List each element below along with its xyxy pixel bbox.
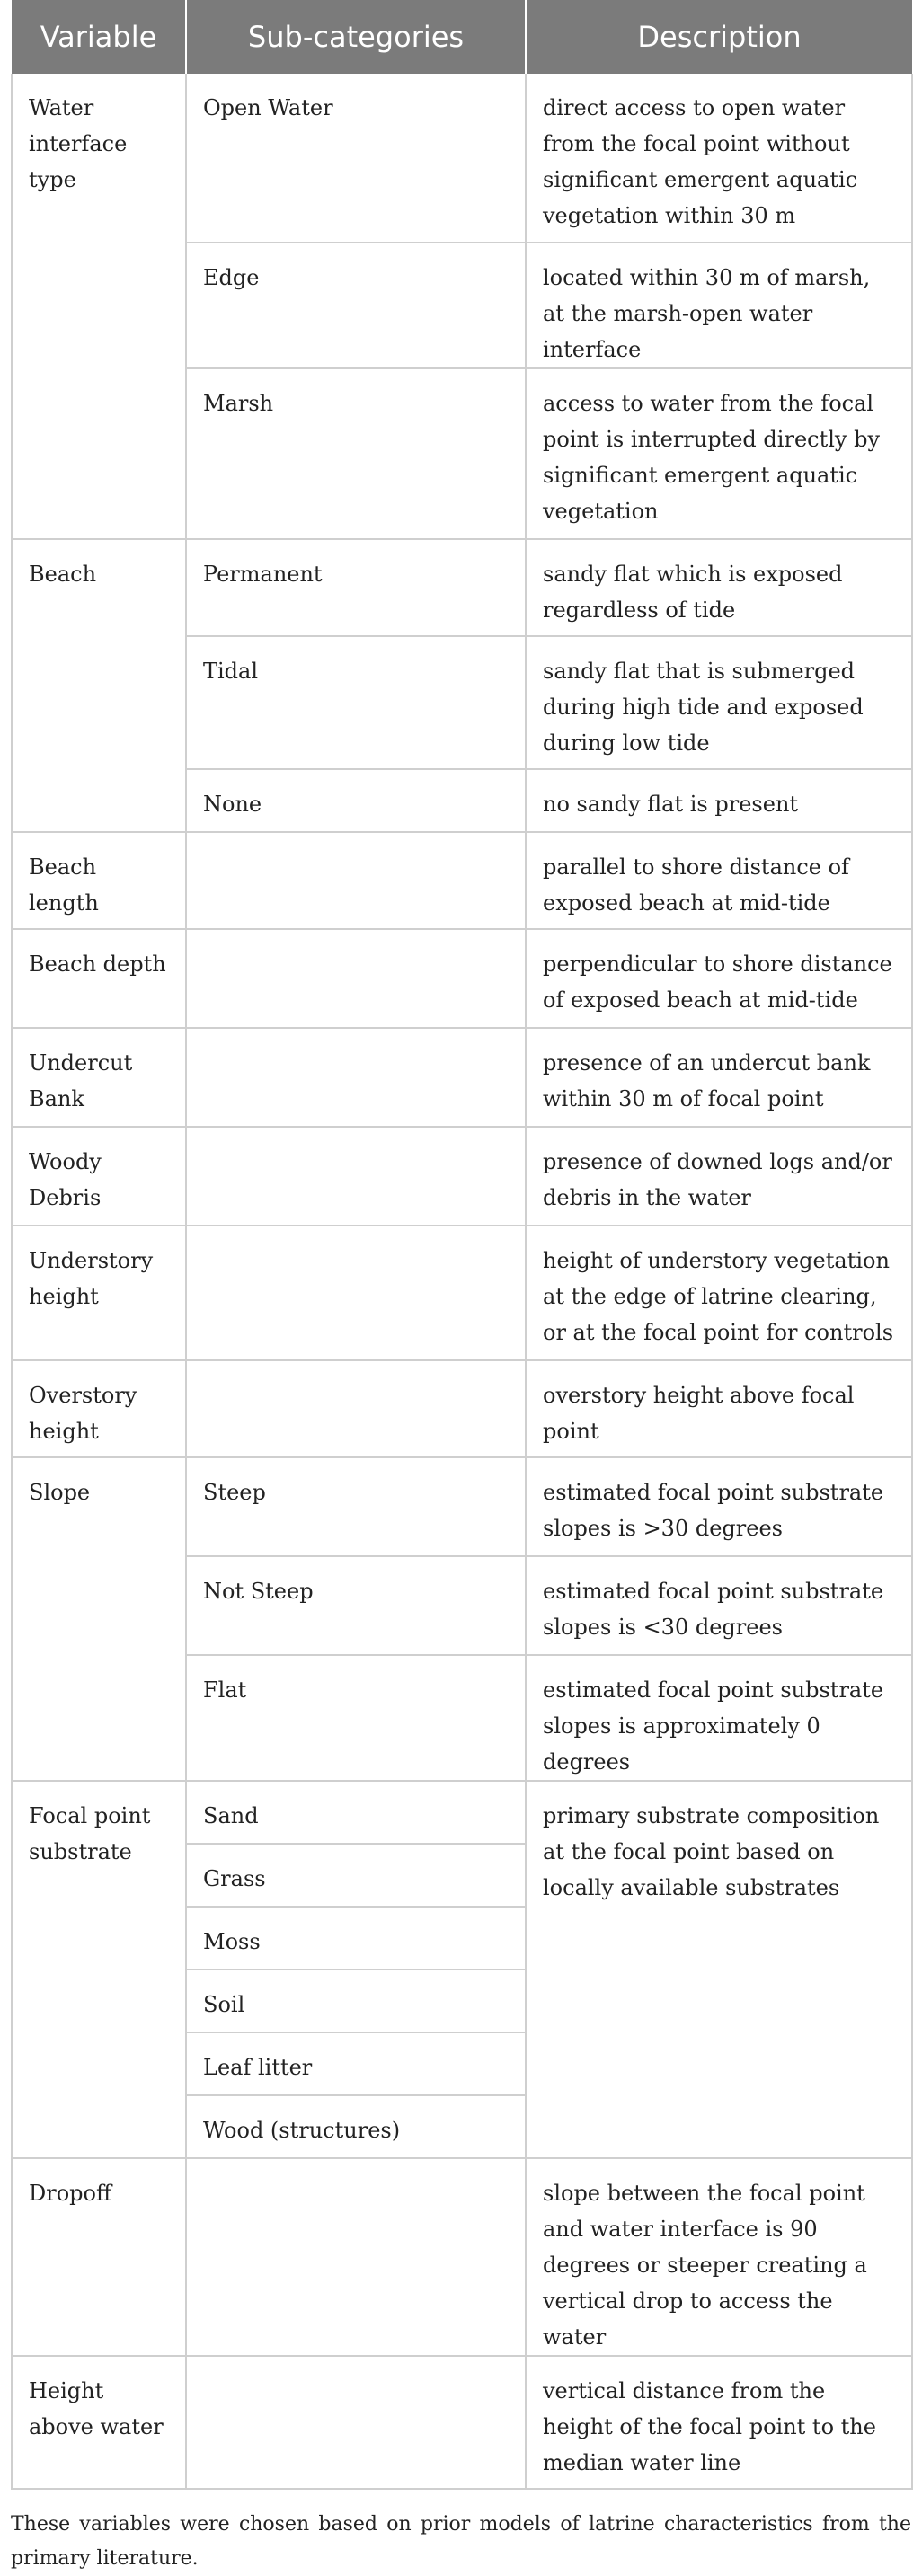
variable-cell: Woody Debris — [12, 1127, 186, 1226]
description-cell: presence of an undercut bank within 30 m of focal point — [526, 1028, 912, 1127]
table-row — [12, 539, 912, 636]
description-cell: estimated focal point substrate slopes is <30 degrees — [526, 1556, 912, 1655]
subcategory-cell — [186, 1226, 526, 1360]
description-cell: slope between the focal point and water interface is 90 degrees or steeper creating a vertical drop to access the water — [526, 2158, 912, 2356]
description-cell: sandy flat which is exposed regardless of tide — [526, 539, 912, 636]
subcategory-cell: Grass — [186, 1844, 526, 1907]
description-cell: located within 30 m of marsh, at the marsh-open water interface — [526, 243, 912, 368]
subcategory-cell: None — [186, 769, 526, 832]
subcategory-cell: Wood (structures) — [186, 2095, 526, 2158]
subcategory-cell: Moss — [186, 1907, 526, 1970]
subcategory-cell: Soil — [186, 1970, 526, 2032]
header-variable: Variable — [12, 0, 186, 74]
subcategory-cell: Sand — [186, 1781, 526, 1844]
subcategory-cell: Marsh — [186, 368, 526, 539]
subcategory-cell: Open Water — [186, 74, 526, 243]
subcategory-cell — [186, 1127, 526, 1226]
description-cell: height of understory vegetation at the edge of latrine clearing, or at the focal point for controls — [526, 1226, 912, 1360]
description-cell: vertical distance from the height of the focal point to the median water line — [526, 2356, 912, 2489]
table-row — [12, 1226, 912, 1360]
subcategory-cell — [186, 1360, 526, 1457]
description-cell: sandy flat that is submerged during high tide and exposed during low tide — [526, 636, 912, 769]
table-row — [12, 1028, 912, 1127]
variable-cell: Overstory height — [12, 1360, 186, 1457]
description-cell: access to water from the focal point is interrupted directly by significant emergent aquatic vegetation — [526, 368, 912, 539]
subcategory-cell: Not Steep — [186, 1556, 526, 1655]
description-cell: presence of downed logs and/or debris in the water — [526, 1127, 912, 1226]
table-header — [12, 0, 912, 74]
subcategory-cell: Tidal — [186, 636, 526, 769]
subcategory-cell: Edge — [186, 243, 526, 368]
description-cell: overstory height above focal point — [526, 1360, 912, 1457]
table-row — [12, 2356, 912, 2489]
description-cell: estimated focal point substrate slopes is approximately 0 degrees — [526, 1655, 912, 1781]
subcategory-cell — [186, 2158, 526, 2356]
description-cell: parallel to shore distance of exposed beach at mid-tide — [526, 832, 912, 929]
description-cell: no sandy flat is present — [526, 769, 912, 832]
variable-cell: Focal point substrate — [12, 1781, 186, 2158]
variable-cell: Beach — [12, 539, 186, 832]
header-description: Description — [526, 0, 912, 74]
description-cell: perpendicular to shore distance of exposed beach at mid-tide — [526, 929, 912, 1028]
variable-cell: Slope — [12, 1457, 186, 1781]
subcategory-cell: Leaf litter — [186, 2032, 526, 2095]
variable-cell: Undercut Bank — [12, 1028, 186, 1127]
table-row — [12, 929, 912, 1028]
header-sub-categories: Sub-categories — [186, 0, 526, 74]
variable-cell: Water interface type — [12, 74, 186, 539]
table-row — [12, 832, 912, 929]
table-row — [12, 74, 912, 243]
description-cell: direct access to open water from the focal point without significant emergent aquatic vegetation within 30 m — [526, 74, 912, 243]
subcategory-cell: Permanent — [186, 539, 526, 636]
table-row — [12, 1360, 912, 1457]
variable-cell: Dropoff — [12, 2158, 186, 2356]
subcategory-cell — [186, 832, 526, 929]
variable-cell: Beach length — [12, 832, 186, 929]
table-row — [12, 1127, 912, 1226]
subcategory-cell — [186, 2356, 526, 2489]
description-cell: primary substrate composition at the focal point based on locally available substrates — [526, 1781, 912, 2158]
subcategory-cell: Steep — [186, 1457, 526, 1556]
table-footnote: These variables were chosen based on prior models of latrine characteristics from the primary literature. — [11, 2513, 911, 2570]
table-row — [12, 2158, 912, 2356]
variable-cell: Beach depth — [12, 929, 186, 1028]
variable-cell: Height above water — [12, 2356, 186, 2489]
variables-table — [11, 0, 913, 2490]
subcategory-cell — [186, 1028, 526, 1127]
variable-cell: Understory height — [12, 1226, 186, 1360]
table-row — [12, 1781, 912, 1844]
table-row — [12, 1457, 912, 1556]
subcategory-cell: Flat — [186, 1655, 526, 1781]
subcategory-cell — [186, 929, 526, 1028]
description-cell: estimated focal point substrate slopes is >30 degrees — [526, 1457, 912, 1556]
